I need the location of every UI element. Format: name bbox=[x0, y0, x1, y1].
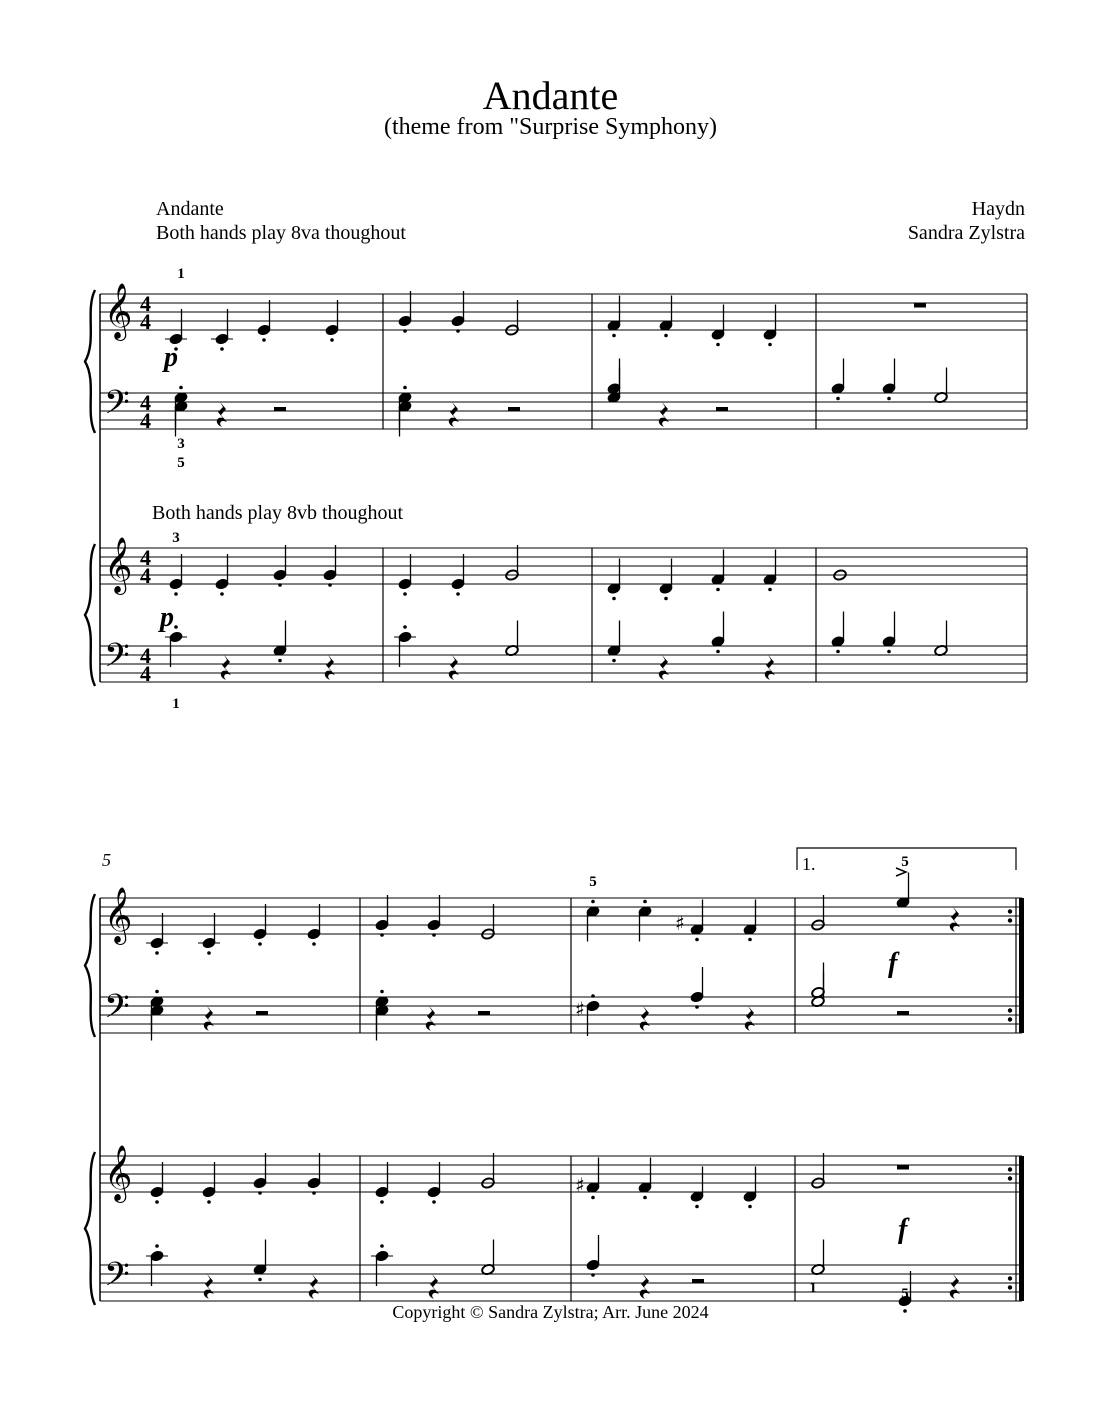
system-brace bbox=[85, 1152, 95, 1305]
repeat-dot bbox=[1008, 1176, 1012, 1180]
quarter-rest bbox=[950, 907, 960, 932]
composer-name: Haydn bbox=[971, 198, 1025, 220]
repeat-dot bbox=[1008, 909, 1012, 913]
quarter-rest bbox=[204, 1274, 214, 1299]
staccato-dot bbox=[179, 386, 183, 390]
repeat-dot bbox=[1008, 1008, 1012, 1012]
staccato-dot bbox=[748, 1205, 752, 1209]
measure-number: 5 bbox=[102, 850, 111, 870]
system-brace bbox=[85, 894, 95, 1037]
repeat-dot bbox=[1008, 1276, 1012, 1280]
repeat-dot bbox=[1008, 918, 1012, 922]
dynamic-piano: p bbox=[164, 342, 178, 373]
fingering-number: 1 bbox=[177, 266, 185, 282]
staccato-dot bbox=[312, 1191, 316, 1195]
staccato-dot bbox=[155, 1200, 159, 1204]
time-signature-denominator: 4 bbox=[140, 309, 151, 334]
bass-clef-icon: 𝄢 bbox=[104, 988, 130, 1034]
staccato-dot bbox=[330, 338, 334, 342]
staccato-dot bbox=[403, 386, 407, 390]
staccato-dot bbox=[403, 625, 407, 629]
staccato-dot bbox=[403, 329, 407, 333]
time-signature-denominator: 4 bbox=[140, 408, 151, 433]
staccato-dot bbox=[664, 334, 668, 338]
staccato-dot bbox=[612, 334, 616, 338]
staccato-dot bbox=[716, 588, 720, 592]
half-rest bbox=[508, 407, 520, 411]
staccato-dot bbox=[768, 588, 772, 592]
staccato-dot bbox=[258, 1191, 262, 1195]
staccato-dot bbox=[716, 650, 720, 654]
bass-clef-icon: 𝄢 bbox=[104, 384, 130, 430]
staccato-dot bbox=[887, 650, 891, 654]
staccato-dot bbox=[207, 1200, 211, 1204]
quarter-rest bbox=[449, 655, 459, 680]
staccato-dot bbox=[312, 942, 316, 946]
staccato-dot bbox=[155, 951, 159, 955]
staccato-dot bbox=[643, 900, 647, 904]
tempo-marking: Andante bbox=[156, 198, 224, 220]
quarter-rest bbox=[429, 1274, 439, 1299]
dynamic-forte: f bbox=[888, 948, 898, 979]
sharp-icon: ♯ bbox=[675, 911, 685, 935]
staccato-dot bbox=[278, 659, 282, 663]
fingering-number: 5 bbox=[177, 455, 185, 471]
staccato-dot bbox=[456, 329, 460, 333]
staccato-dot bbox=[612, 659, 616, 663]
staccato-dot bbox=[432, 933, 436, 937]
staccato-dot bbox=[456, 592, 460, 596]
staccato-dot bbox=[887, 397, 891, 401]
volta-label: 1. bbox=[802, 854, 816, 874]
fingering-number: 3 bbox=[177, 436, 185, 452]
quarter-rest bbox=[204, 1006, 214, 1031]
staccato-dot bbox=[612, 597, 616, 601]
treble-clef-icon: 𝄞 bbox=[104, 283, 133, 339]
sharp-icon: ♯ bbox=[575, 1173, 585, 1197]
treble-clef-icon: 𝄞 bbox=[104, 887, 133, 943]
quarter-rest bbox=[950, 1274, 960, 1299]
whole-rest bbox=[897, 1165, 909, 1170]
quarter-rest bbox=[309, 1274, 319, 1299]
staccato-dot bbox=[695, 938, 699, 942]
fingering-number: 5 bbox=[901, 854, 909, 870]
staccato-dot bbox=[695, 1205, 699, 1209]
repeat-dot bbox=[1008, 1285, 1012, 1289]
system-brace bbox=[85, 290, 95, 433]
staccato-dot bbox=[591, 1196, 595, 1200]
final-barline bbox=[1019, 898, 1024, 1033]
quarter-rest bbox=[640, 1274, 650, 1299]
staccato-dot bbox=[768, 343, 772, 347]
fingering-number: 1 bbox=[172, 696, 180, 712]
staccato-dot bbox=[155, 1244, 159, 1248]
quarter-rest bbox=[659, 655, 669, 680]
arranger-name: Sandra Zylstra bbox=[907, 222, 1025, 244]
page-title: Andante bbox=[482, 73, 619, 118]
staccato-dot bbox=[903, 1309, 907, 1313]
staccato-dot bbox=[328, 583, 332, 587]
staccato-dot bbox=[380, 1200, 384, 1204]
staccato-dot bbox=[380, 1244, 384, 1248]
staccato-dot bbox=[278, 583, 282, 587]
quarter-rest bbox=[221, 655, 231, 680]
time-signature-denominator: 4 bbox=[140, 563, 151, 588]
staccato-dot bbox=[220, 592, 224, 596]
staccato-dot bbox=[591, 1273, 595, 1277]
fingering-number: 3 bbox=[172, 530, 180, 546]
staccato-dot bbox=[643, 1196, 647, 1200]
copyright-notice: Copyright © Sandra Zylstra; Arr. June 2024 bbox=[392, 1302, 709, 1322]
staccato-dot bbox=[748, 938, 752, 942]
quarter-rest bbox=[640, 1006, 650, 1031]
staccato-dot bbox=[258, 1278, 262, 1282]
staccato-dot bbox=[220, 347, 224, 351]
treble-clef-icon: 𝄞 bbox=[104, 1145, 133, 1201]
half-rest bbox=[274, 407, 286, 411]
time-signature-numerator: 4 bbox=[140, 643, 151, 668]
half-rest bbox=[897, 1011, 909, 1015]
staccato-dot bbox=[432, 1200, 436, 1204]
system-brace bbox=[85, 544, 95, 686]
page-subtitle: (theme from "Surprise Symphony) bbox=[383, 114, 718, 140]
staccato-dot bbox=[695, 1005, 699, 1009]
staccato-dot bbox=[612, 397, 616, 401]
bass-clef-icon: 𝄢 bbox=[104, 1256, 130, 1302]
half-rest bbox=[716, 407, 728, 411]
staccato-dot bbox=[664, 597, 668, 601]
time-signature-numerator: 4 bbox=[140, 390, 151, 415]
staccato-dot bbox=[591, 900, 595, 904]
half-rest bbox=[478, 1011, 490, 1015]
quarter-rest bbox=[659, 402, 669, 427]
fingering-number: 1 bbox=[809, 1280, 817, 1296]
staccato-dot bbox=[380, 933, 384, 937]
primo-instruction: Both hands play 8va thoughout bbox=[156, 222, 406, 244]
staccato-dot bbox=[591, 994, 595, 998]
secondo-instruction: Both hands play 8vb thoughout bbox=[152, 502, 404, 524]
sharp-icon: ♯ bbox=[575, 997, 585, 1021]
staccato-dot bbox=[836, 397, 840, 401]
repeat-dot bbox=[1008, 1167, 1012, 1171]
treble-clef-icon: 𝄞 bbox=[104, 537, 133, 593]
quarter-rest bbox=[325, 655, 335, 680]
staccato-dot bbox=[174, 625, 178, 629]
staccato-dot bbox=[155, 990, 159, 994]
bass-clef-icon: 𝄢 bbox=[104, 637, 130, 683]
fingering-number: 5 bbox=[589, 874, 597, 890]
time-signature-denominator: 4 bbox=[140, 661, 151, 686]
staccato-dot bbox=[836, 650, 840, 654]
staccato-dot bbox=[258, 942, 262, 946]
staccato-dot bbox=[207, 951, 211, 955]
staccato-dot bbox=[403, 592, 407, 596]
quarter-rest bbox=[745, 1006, 755, 1031]
staccato-dot bbox=[380, 990, 384, 994]
dynamic-piano: p bbox=[160, 602, 174, 633]
staccato-dot bbox=[174, 592, 178, 596]
staccato-dot bbox=[716, 343, 720, 347]
staccato-dot bbox=[262, 338, 266, 342]
final-barline bbox=[1019, 1156, 1024, 1301]
time-signature-numerator: 4 bbox=[140, 291, 151, 316]
quarter-rest bbox=[449, 402, 459, 427]
repeat-dot bbox=[1008, 1017, 1012, 1021]
fingering-number: 5 bbox=[901, 1286, 909, 1302]
quarter-rest bbox=[217, 402, 227, 427]
half-rest bbox=[692, 1279, 704, 1283]
half-rest bbox=[256, 1011, 268, 1015]
quarter-rest bbox=[765, 655, 775, 680]
whole-rest bbox=[914, 303, 926, 308]
quarter-rest bbox=[426, 1006, 436, 1031]
dynamic-forte: f bbox=[898, 1214, 908, 1245]
time-signature-numerator: 4 bbox=[140, 545, 151, 570]
